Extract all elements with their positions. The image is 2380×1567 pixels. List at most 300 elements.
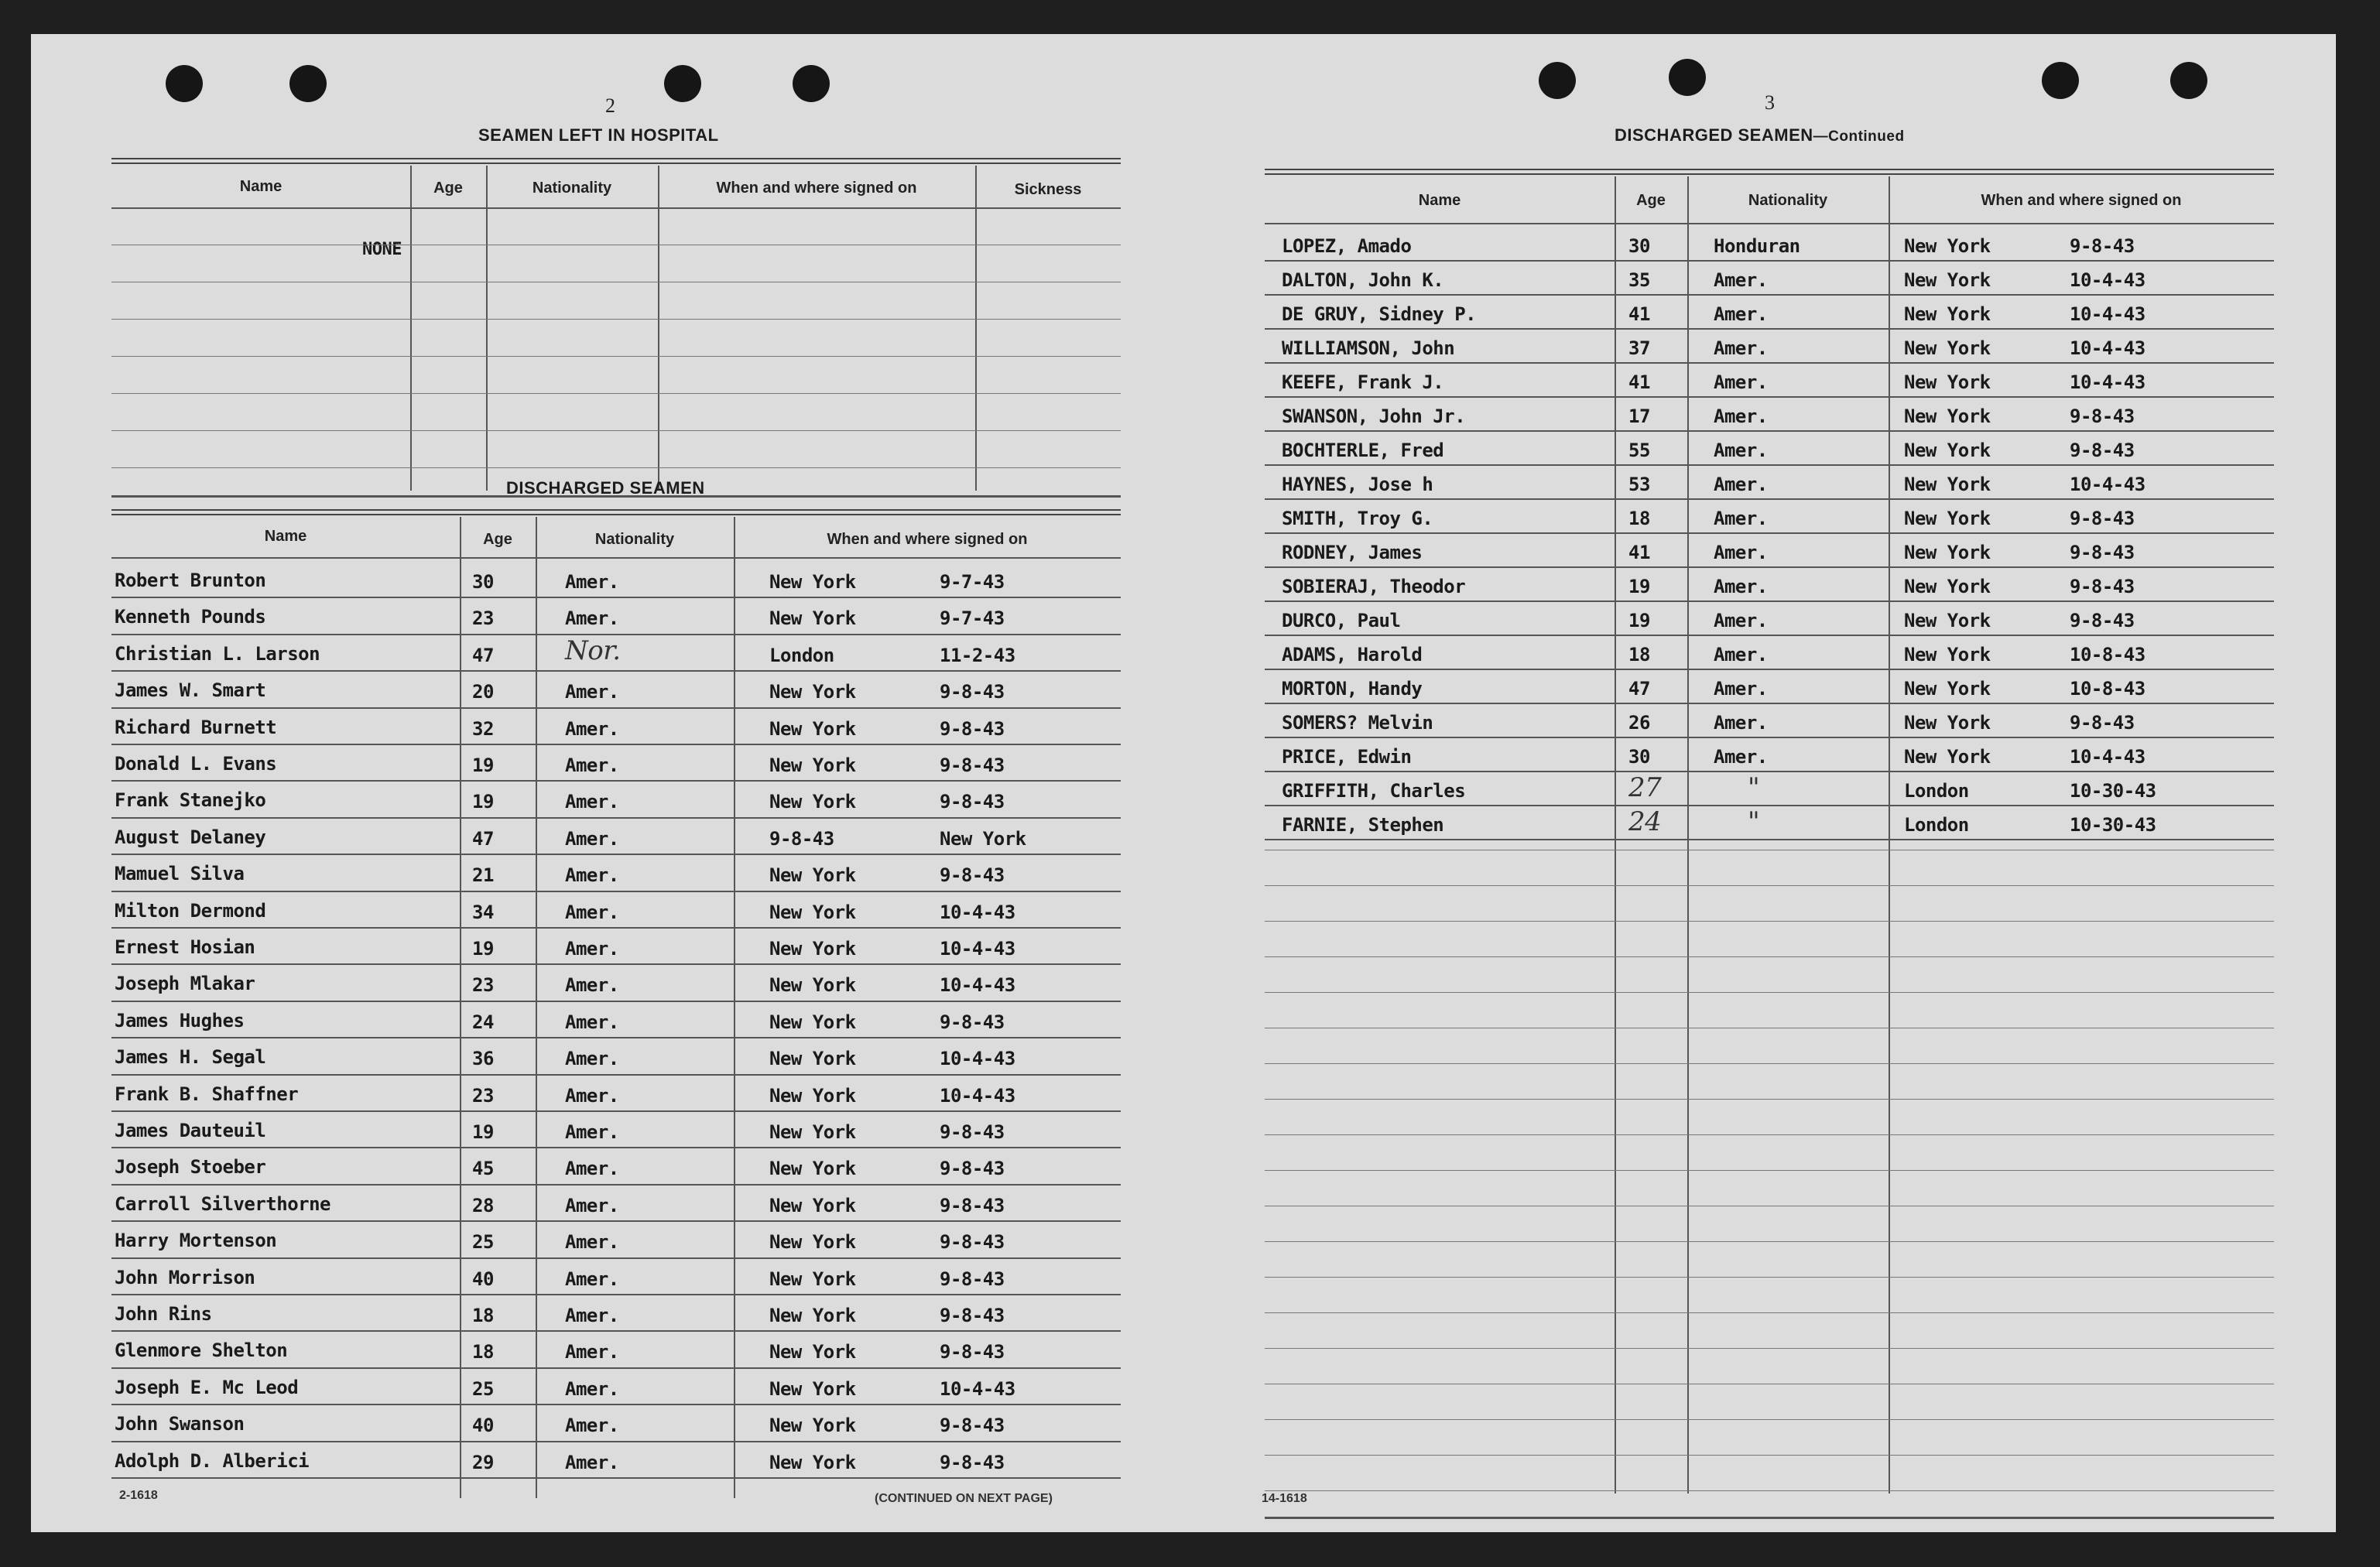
signed-on-place: New York — [769, 754, 856, 776]
table-row — [1265, 535, 2274, 570]
row-line — [1265, 328, 2274, 330]
seaman-name: Kenneth Pounds — [115, 606, 266, 628]
seaman-nationality: Amer. — [565, 681, 619, 703]
signed-on-place: New York — [1904, 337, 1991, 359]
seaman-name: James Hughes — [115, 1009, 245, 1032]
header-signed-on: When and where signed on — [827, 531, 1028, 548]
table-row — [1265, 570, 2274, 604]
seaman-age: 17 — [1628, 405, 1650, 427]
row-line — [1265, 805, 2274, 806]
header-nationality: Nationality — [532, 180, 612, 197]
signed-on-place: New York — [769, 938, 856, 960]
signed-on-place: New York — [769, 1415, 856, 1437]
table-row — [111, 1187, 1121, 1223]
signed-on-place: New York — [769, 1305, 856, 1326]
table-row — [111, 1333, 1121, 1370]
signed-on-place: New York — [1904, 235, 1991, 257]
signed-on-place: New York — [769, 1121, 856, 1143]
ruled-line — [111, 430, 1121, 431]
table-row — [111, 673, 1121, 710]
signed-on-date: 9-8-43 — [940, 1341, 1005, 1363]
seaman-name: John Morrison — [115, 1266, 255, 1288]
signed-on-date: 10-8-43 — [2070, 678, 2145, 700]
seaman-nationality: Amer. — [565, 1084, 619, 1107]
signed-on-date: 9-8-43 — [940, 1451, 1005, 1473]
header-name: Name — [1418, 192, 1461, 209]
signed-on-place: New York — [769, 864, 856, 887]
signed-on-date: 9-8-43 — [940, 1268, 1005, 1290]
header-signed-on: When and where signed on — [1981, 192, 2182, 209]
ruled-line — [1265, 1348, 2274, 1349]
seaman-name: SOMERS? Melvin — [1282, 712, 1433, 734]
ruled-line — [1265, 992, 2274, 993]
header-name: Name — [264, 528, 307, 545]
punch-hole — [2042, 62, 2079, 99]
ruled-line — [1265, 1063, 2274, 1064]
signed-on-place: New York — [769, 1194, 856, 1216]
table-row — [1265, 808, 2274, 842]
signed-on-date: 9-8-43 — [940, 754, 1005, 776]
row-line — [111, 1037, 1121, 1038]
punch-hole — [664, 65, 701, 102]
signed-on-date: 10-4-43 — [940, 1048, 1015, 1070]
seaman-nationality: Amer. — [565, 791, 619, 813]
table-row — [111, 1114, 1121, 1150]
signed-on-place: London — [769, 644, 834, 666]
seaman-age: 47 — [472, 644, 494, 666]
seaman-age: 30 — [472, 571, 494, 593]
seaman-age: 23 — [472, 974, 494, 997]
punch-hole — [793, 65, 830, 102]
signed-on-date: 9-8-43 — [940, 717, 1005, 740]
continued-note: (CONTINUED ON NEXT PAGE) — [875, 1492, 1053, 1505]
ruled-line — [1265, 1170, 2274, 1171]
signed-on-place: New York — [1904, 303, 1991, 325]
seaman-age: 45 — [472, 1158, 494, 1180]
ruled-line — [1265, 1241, 2274, 1242]
row-line — [111, 1477, 1121, 1479]
table-row — [1265, 604, 2274, 638]
seaman-nationality: Amer. — [565, 864, 619, 887]
seaman-name: Milton Dermond — [115, 899, 266, 922]
seaman-age: 19 — [1628, 610, 1650, 631]
seaman-age: 47 — [1628, 678, 1650, 700]
row-line — [111, 1257, 1121, 1259]
page-number-left: 2 — [605, 94, 615, 117]
signed-on-place: New York — [1904, 508, 1991, 529]
seaman-name: GRIFFITH, Charles — [1282, 780, 1466, 802]
seaman-nationality: Amer. — [1714, 405, 1768, 427]
signed-on-date: 10-4-43 — [2070, 474, 2145, 495]
seaman-age: 37 — [1628, 337, 1650, 359]
seaman-name: John Swanson — [115, 1413, 245, 1435]
signed-on-date: 11-2-43 — [940, 644, 1015, 666]
signed-on-date: 10-4-43 — [940, 1084, 1015, 1107]
seaman-name: Carroll Silverthorne — [115, 1192, 330, 1215]
row-line — [1265, 362, 2274, 364]
row-line — [111, 963, 1121, 965]
signed-on-place: New York — [769, 1011, 856, 1033]
row-line — [1265, 464, 2274, 466]
row-line — [1265, 498, 2274, 500]
seaman-age: 18 — [1628, 508, 1650, 529]
header-age: Age — [433, 180, 463, 197]
seaman-nationality: Amer. — [565, 827, 619, 850]
seaman-name: Joseph E. Mc Leod — [115, 1376, 299, 1398]
seaman-nationality: Amer. — [1714, 712, 1768, 734]
row-line — [1265, 294, 2274, 296]
table-row — [1265, 331, 2274, 365]
signed-on-date: 10-8-43 — [2070, 644, 2145, 665]
seaman-nationality: Amer. — [1714, 508, 1768, 529]
seaman-name: Richard Burnett — [115, 716, 277, 738]
table-row — [111, 1407, 1121, 1443]
seaman-nationality: Amer. — [565, 1305, 619, 1326]
table-row — [1265, 774, 2274, 808]
seaman-name: Frank B. Shaffner — [115, 1083, 299, 1105]
signed-on-date: 9-8-43 — [2070, 405, 2135, 427]
seaman-age: 26 — [1628, 712, 1650, 734]
seaman-name: SMITH, Troy G. — [1282, 508, 1433, 529]
signed-on-date: 9-8-43 — [2070, 235, 2135, 257]
signed-on-date: 10-4-43 — [2070, 746, 2145, 768]
signed-on-date: 9-8-43 — [2070, 610, 2135, 631]
seaman-name: August Delaney — [115, 826, 266, 848]
punch-hole — [289, 65, 327, 102]
ruled-line — [111, 467, 1121, 468]
row-line — [1265, 737, 2274, 738]
seaman-nationality: Amer. — [1714, 746, 1768, 768]
row-line — [111, 1074, 1121, 1076]
seaman-age: 47 — [472, 827, 494, 850]
seaman-nationality: Amer. — [565, 1268, 619, 1290]
ruled-line — [1265, 1419, 2274, 1420]
seaman-name: SWANSON, John Jr. — [1282, 405, 1466, 427]
signed-on-place: New York — [1904, 542, 1991, 563]
table-row — [111, 637, 1121, 673]
seaman-nationality: Amer. — [1714, 371, 1768, 393]
ruled-line — [1265, 956, 2274, 957]
seaman-nationality: Amer. — [1714, 303, 1768, 325]
row-line — [111, 854, 1121, 855]
seaman-age: 34 — [472, 901, 494, 923]
table-row — [111, 1223, 1121, 1260]
seaman-name: Adolph D. Alberici — [115, 1449, 310, 1472]
signed-on-place: New York — [769, 1158, 856, 1180]
seaman-name: DURCO, Paul — [1282, 610, 1401, 631]
seaman-name: DALTON, John K. — [1282, 269, 1444, 291]
seaman-age: 53 — [1628, 474, 1650, 495]
signed-on-place: New York — [769, 1084, 856, 1107]
seaman-name: James H. Segal — [115, 1046, 266, 1069]
row-line — [111, 780, 1121, 782]
seaman-nationality: Amer. — [1714, 576, 1768, 597]
table-row — [111, 967, 1121, 1003]
seaman-name: Harry Mortenson — [115, 1230, 277, 1252]
seaman-age: 19 — [472, 754, 494, 776]
seaman-age: 24 — [1628, 806, 1662, 837]
punch-hole — [1669, 59, 1706, 96]
document-sheet — [31, 34, 2336, 1532]
seaman-nationality: Amer. — [565, 1048, 619, 1070]
hospital-title: SEAMEN LEFT IN HOSPITAL — [478, 125, 719, 145]
row-line — [1265, 260, 2274, 262]
table-row — [111, 600, 1121, 636]
seaman-nationality: Amer. — [1714, 474, 1768, 495]
signed-on-place: New York — [1904, 746, 1991, 768]
signed-on-date: 10-4-43 — [940, 901, 1015, 923]
seaman-nationality: Amer. — [565, 717, 619, 740]
seaman-name: Frank Stanejko — [115, 789, 266, 812]
ruled-line — [1265, 1134, 2274, 1135]
row-line — [111, 1001, 1121, 1002]
table-row — [1265, 638, 2274, 672]
seaman-name: PRICE, Edwin — [1282, 746, 1412, 768]
row-line — [1265, 600, 2274, 602]
row-line — [111, 891, 1121, 892]
table-row — [1265, 672, 2274, 706]
seaman-nationality: Amer. — [1714, 678, 1768, 700]
seaman-age: 19 — [472, 791, 494, 813]
ruled-line — [111, 319, 1121, 320]
row-line — [1265, 839, 2274, 840]
header-sickness: Sickness — [1014, 181, 1082, 198]
seaman-age: 25 — [472, 1377, 494, 1400]
ruled-line — [111, 393, 1121, 394]
row-line — [111, 1147, 1121, 1148]
seaman-name: James Dauteuil — [115, 1120, 266, 1141]
signed-on-place: New York — [769, 1231, 856, 1254]
discharged-title: DISCHARGED SEAMEN — [506, 478, 705, 498]
seaman-name: RODNEY, James — [1282, 542, 1423, 563]
row-line — [111, 1294, 1121, 1295]
signed-on-place: New York — [769, 1451, 856, 1473]
header-nationality: Nationality — [594, 531, 675, 548]
seaman-nationality: Amer. — [1714, 610, 1768, 631]
signed-on-date: 10-4-43 — [2070, 269, 2145, 291]
discharged-table-right — [1265, 169, 2274, 1517]
signed-on-date: 9-8-43 — [940, 681, 1005, 703]
seaman-nationality: Amer. — [565, 1341, 619, 1363]
signed-on-place: London — [1904, 780, 1969, 802]
header-name: Name — [239, 178, 283, 195]
signed-on-place: New York — [1904, 440, 1991, 461]
row-line — [1265, 566, 2274, 568]
header-age: Age — [483, 531, 512, 548]
seaman-age: 19 — [472, 938, 494, 960]
row-line — [111, 1441, 1121, 1442]
row-line — [111, 707, 1121, 709]
punch-hole — [2170, 62, 2207, 99]
seaman-nationality: Amer. — [565, 1121, 619, 1143]
row-line — [1265, 669, 2274, 670]
signed-on-place: New York — [1904, 644, 1991, 665]
seaman-nationality: Amer. — [1714, 337, 1768, 359]
seaman-nationality: " — [1748, 806, 1760, 837]
row-line — [111, 744, 1121, 745]
signed-on-place: New York — [1904, 712, 1991, 734]
seaman-name: James W. Smart — [115, 679, 266, 702]
seaman-name: Robert Brunton — [115, 570, 266, 591]
seaman-nationality: Amer. — [1714, 269, 1768, 291]
seaman-age: 35 — [1628, 269, 1650, 291]
seaman-age: 30 — [1628, 746, 1650, 768]
signed-on-place: New York — [1904, 371, 1991, 393]
ruled-line — [1265, 921, 2274, 922]
seaman-nationality: Amer. — [565, 938, 619, 960]
seaman-nationality: Nor. — [565, 635, 621, 666]
header-age: Age — [1636, 192, 1666, 209]
seaman-age: 18 — [472, 1305, 494, 1326]
seaman-age: 25 — [472, 1231, 494, 1254]
seaman-name: LOPEZ, Amado — [1282, 235, 1412, 257]
row-line — [1265, 396, 2274, 398]
seaman-name: FARNIE, Stephen — [1282, 814, 1444, 836]
signed-on-place: New York — [1904, 678, 1991, 700]
ruled-line — [111, 356, 1121, 357]
ruled-line — [1265, 1455, 2274, 1456]
table-row — [111, 563, 1121, 600]
table-row — [111, 1150, 1121, 1186]
seaman-name: KEEFE, Frank J. — [1282, 371, 1444, 393]
row-line — [111, 1110, 1121, 1112]
row-line — [111, 1184, 1121, 1186]
hospital-table — [111, 158, 1121, 495]
ruled-line — [1265, 1490, 2274, 1491]
row-line — [111, 927, 1121, 929]
discharged-continued-title: DISCHARGED SEAMEN—Continued — [1615, 125, 1905, 145]
seaman-nationality: Amer. — [565, 1231, 619, 1254]
seaman-nationality: Amer. — [565, 754, 619, 776]
seaman-name: MORTON, Handy — [1282, 678, 1423, 700]
signed-on-place: New York — [769, 607, 856, 630]
signed-on-place: London — [1904, 814, 1969, 836]
header-nationality: Nationality — [1748, 192, 1828, 209]
signed-on-date: 10-30-43 — [2070, 814, 2156, 836]
ruled-line — [1265, 1312, 2274, 1313]
signed-on-date: New York — [940, 827, 1026, 850]
signed-on-date: 9-8-43 — [2070, 576, 2135, 597]
table-row — [1265, 467, 2274, 501]
signed-on-date: 9-8-43 — [2070, 542, 2135, 563]
table-row — [1265, 399, 2274, 433]
table-row — [111, 747, 1121, 783]
seaman-nationality: Amer. — [565, 1194, 619, 1216]
seaman-nationality: Amer. — [565, 1011, 619, 1033]
seaman-nationality: Amer. — [1714, 644, 1768, 665]
seaman-age: 18 — [472, 1341, 494, 1363]
seaman-age: 19 — [472, 1121, 494, 1143]
signed-on-date: 9-8-43 — [940, 1194, 1005, 1216]
seaman-name: WILLIAMSON, John — [1282, 337, 1455, 359]
seaman-name: BOCHTERLE, Fred — [1282, 440, 1444, 461]
signed-on-date: 9-8-43 — [2070, 508, 2135, 529]
page-number-right: 3 — [1765, 91, 1775, 114]
seaman-age: 23 — [472, 1084, 494, 1107]
hospital-entry: NONE — [362, 240, 402, 259]
signed-on-date: 9-8-43 — [940, 1121, 1005, 1143]
table-row — [1265, 706, 2274, 740]
signed-on-place: New York — [769, 571, 856, 593]
seaman-name: Joseph Mlakar — [115, 973, 255, 995]
seaman-name: SOBIERAJ, Theodor — [1282, 576, 1466, 597]
table-row — [111, 820, 1121, 857]
table-row — [111, 1077, 1121, 1114]
signed-on-place: New York — [1904, 610, 1991, 631]
seaman-age: 29 — [472, 1451, 494, 1473]
seaman-age: 55 — [1628, 440, 1650, 461]
seaman-age: 20 — [472, 681, 494, 703]
seaman-nationality: Amer. — [565, 1158, 619, 1180]
seaman-age: 18 — [1628, 644, 1650, 665]
punch-hole — [166, 65, 203, 102]
signed-on-date: 10-4-43 — [2070, 303, 2145, 325]
signed-on-date: 9-8-43 — [940, 791, 1005, 813]
table-row — [111, 1261, 1121, 1297]
table-row — [111, 1370, 1121, 1407]
signed-on-place: New York — [769, 717, 856, 740]
seaman-age: 27 — [1628, 772, 1662, 803]
seaman-age: 30 — [1628, 235, 1650, 257]
seaman-age: 23 — [472, 607, 494, 630]
discharged-table-left — [111, 509, 1121, 1514]
signed-on-place: New York — [769, 791, 856, 813]
table-row — [111, 783, 1121, 819]
signed-on-date: 9-8-43 — [940, 1158, 1005, 1180]
seaman-name: Glenmore Shelton — [115, 1339, 288, 1362]
seaman-age: 21 — [472, 864, 494, 887]
seaman-name: Mamuel Silva — [115, 863, 245, 885]
row-line — [111, 817, 1121, 819]
table-row — [111, 857, 1121, 893]
seaman-nationality: Amer. — [565, 1451, 619, 1473]
table-row — [1265, 297, 2274, 331]
signed-on-place: New York — [1904, 405, 1991, 427]
seaman-age: 24 — [472, 1011, 494, 1033]
seaman-nationality: Honduran — [1714, 235, 1800, 257]
table-row — [111, 930, 1121, 967]
row-line — [1265, 532, 2274, 534]
row-line — [1265, 430, 2274, 432]
seaman-nationality: Amer. — [1714, 440, 1768, 461]
seaman-nationality: Amer. — [1714, 542, 1768, 563]
row-line — [1265, 703, 2274, 704]
row-line — [111, 1404, 1121, 1405]
row-line — [111, 1367, 1121, 1369]
signed-on-place: New York — [769, 901, 856, 923]
signed-on-date: 10-4-43 — [940, 938, 1015, 960]
signed-on-place: New York — [1904, 474, 1991, 495]
row-line — [1265, 771, 2274, 772]
signed-on-date: 9-8-43 — [940, 1011, 1005, 1033]
seaman-name: Christian L. Larson — [115, 642, 320, 665]
seaman-name: ADAMS, Harold — [1282, 644, 1423, 665]
seaman-nationality: Amer. — [565, 901, 619, 923]
seaman-age: 36 — [472, 1048, 494, 1070]
form-number-right: 14-1618 — [1262, 1492, 1307, 1505]
signed-on-date: 10-4-43 — [940, 974, 1015, 997]
ruled-line — [1265, 1099, 2274, 1100]
table-row — [1265, 263, 2274, 297]
table-row — [111, 894, 1121, 930]
signed-on-place: New York — [769, 1341, 856, 1363]
table-row — [111, 710, 1121, 747]
signed-on-place: New York — [769, 681, 856, 703]
seaman-age: 40 — [472, 1268, 494, 1290]
seaman-nationality: Amer. — [565, 607, 619, 630]
signed-on-date: 9-8-43 — [940, 1415, 1005, 1437]
seaman-name: DE GRUY, Sidney P. — [1282, 303, 1477, 325]
